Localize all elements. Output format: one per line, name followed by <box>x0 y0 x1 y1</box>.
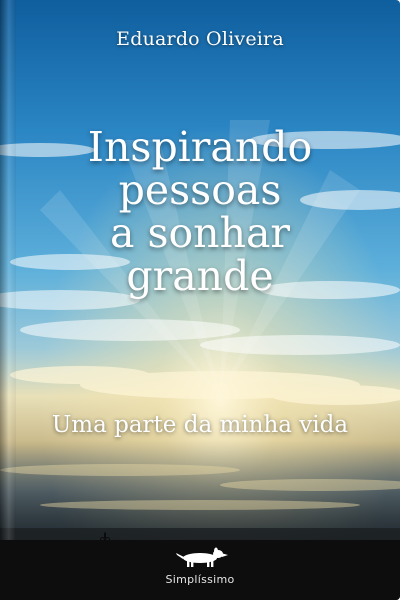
book-subtitle: Uma parte da minha vida <box>51 412 349 438</box>
title-line-2: pessoas <box>118 166 282 214</box>
book-spine-shade <box>0 0 16 600</box>
title-line-1: Inspirando <box>87 123 313 171</box>
book-title <box>0 123 400 300</box>
dachshund-logo-icon <box>170 545 230 571</box>
author-name: Eduardo Oliveira <box>116 28 284 50</box>
publisher-name: Simplíssimo <box>165 573 235 586</box>
title-line-3: a sonhar <box>109 209 291 257</box>
title-line-4: grande <box>126 252 274 300</box>
